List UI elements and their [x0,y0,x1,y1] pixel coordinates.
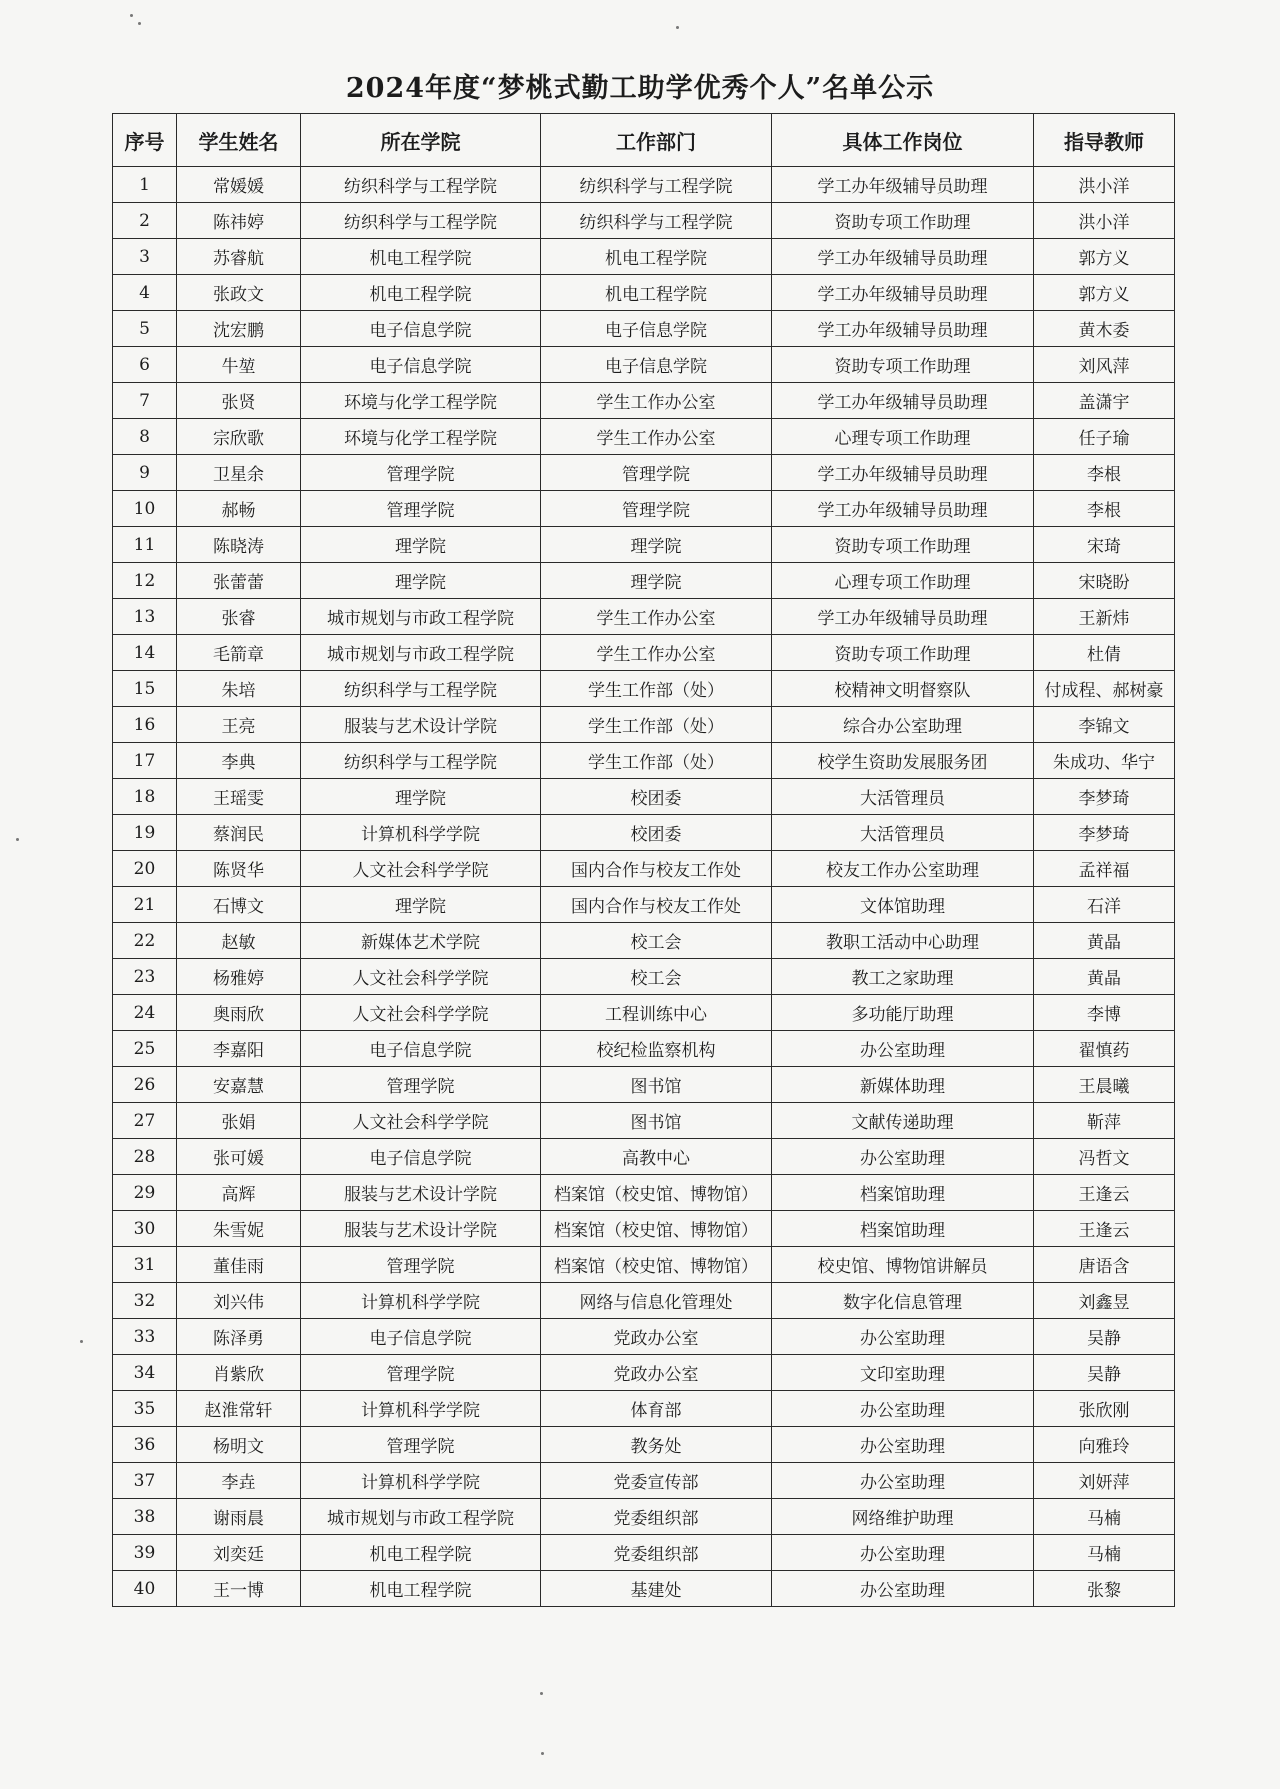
cell-department: 图书馆 [541,1067,772,1103]
cell-college: 人文社会科学学院 [301,959,541,995]
table-row [113,1319,1175,1355]
scan-speck [130,14,133,17]
cell-advisor: 马楠 [1034,1499,1175,1535]
table-row [113,167,1175,203]
col-college-header: 所在学院 [301,114,541,167]
cell-advisor: 宋琦 [1034,527,1175,563]
cell-student-name: 杨明文 [177,1427,301,1463]
cell-index: 24 [113,995,177,1031]
cell-position: 学工办年级辅导员助理 [772,491,1034,527]
cell-college: 机电工程学院 [301,1571,541,1607]
cell-department: 电子信息学院 [541,347,772,383]
cell-position: 新媒体助理 [772,1067,1034,1103]
table-row [113,1355,1175,1391]
cell-college: 计算机科学学院 [301,1463,541,1499]
cell-college: 计算机科学学院 [301,815,541,851]
cell-student-name: 张睿 [177,599,301,635]
cell-index: 3 [113,239,177,275]
cell-student-name: 沈宏鹏 [177,311,301,347]
cell-college: 管理学院 [301,455,541,491]
cell-student-name: 安嘉慧 [177,1067,301,1103]
cell-position: 学工办年级辅导员助理 [772,167,1034,203]
cell-position: 教职工活动中心助理 [772,923,1034,959]
cell-position: 办公室助理 [772,1139,1034,1175]
cell-student-name: 董佳雨 [177,1247,301,1283]
table-row [113,671,1175,707]
cell-college: 服装与艺术设计学院 [301,707,541,743]
cell-index: 19 [113,815,177,851]
cell-college: 理学院 [301,887,541,923]
cell-advisor: 孟祥福 [1034,851,1175,887]
cell-department: 电子信息学院 [541,311,772,347]
table-row [113,419,1175,455]
cell-department: 高教中心 [541,1139,772,1175]
cell-college: 机电工程学院 [301,239,541,275]
cell-advisor: 刘鑫昱 [1034,1283,1175,1319]
table-row [113,1391,1175,1427]
cell-position: 校史馆、博物馆讲解员 [772,1247,1034,1283]
cell-position: 学工办年级辅导员助理 [772,239,1034,275]
cell-college: 管理学院 [301,1067,541,1103]
cell-position: 大活管理员 [772,779,1034,815]
cell-index: 8 [113,419,177,455]
cell-advisor: 盖潇宇 [1034,383,1175,419]
cell-department: 党委组织部 [541,1535,772,1571]
col-position-header: 具体工作岗位 [772,114,1034,167]
cell-college: 管理学院 [301,1247,541,1283]
cell-position: 心理专项工作助理 [772,419,1034,455]
table-row [113,779,1175,815]
cell-college: 城市规划与市政工程学院 [301,1499,541,1535]
cell-advisor: 石洋 [1034,887,1175,923]
cell-position: 办公室助理 [772,1463,1034,1499]
cell-department: 校纪检监察机构 [541,1031,772,1067]
cell-department: 管理学院 [541,455,772,491]
cell-position: 办公室助理 [772,1031,1034,1067]
cell-department: 体育部 [541,1391,772,1427]
cell-department: 基建处 [541,1571,772,1607]
table-row [113,203,1175,239]
table-row [113,743,1175,779]
cell-position: 文印室助理 [772,1355,1034,1391]
cell-index: 23 [113,959,177,995]
cell-index: 12 [113,563,177,599]
cell-student-name: 张政文 [177,275,301,311]
cell-college: 人文社会科学学院 [301,1103,541,1139]
cell-student-name: 赵淮常轩 [177,1391,301,1427]
cell-position: 心理专项工作助理 [772,563,1034,599]
cell-student-name: 张蕾蕾 [177,563,301,599]
table-row [113,1535,1175,1571]
cell-advisor: 黄木委 [1034,311,1175,347]
cell-student-name: 李垚 [177,1463,301,1499]
cell-index: 20 [113,851,177,887]
cell-index: 7 [113,383,177,419]
table-row [113,815,1175,851]
cell-advisor: 郭方义 [1034,275,1175,311]
cell-college: 新媒体艺术学院 [301,923,541,959]
table-header-row [113,114,1175,167]
cell-department: 理学院 [541,527,772,563]
table-row [113,635,1175,671]
cell-position: 综合办公室助理 [772,707,1034,743]
cell-advisor: 洪小洋 [1034,167,1175,203]
cell-index: 36 [113,1427,177,1463]
cell-position: 办公室助理 [772,1319,1034,1355]
cell-advisor: 刘妍萍 [1034,1463,1175,1499]
cell-student-name: 牛堃 [177,347,301,383]
cell-department: 党委组织部 [541,1499,772,1535]
cell-position: 学工办年级辅导员助理 [772,311,1034,347]
cell-advisor: 王逢云 [1034,1211,1175,1247]
cell-college: 管理学院 [301,1355,541,1391]
scan-speck [676,26,679,29]
scan-speck [541,1752,544,1755]
cell-index: 6 [113,347,177,383]
page-title: 2024年度“梦桃式勤工助学优秀个人”名单公示 [345,73,935,104]
cell-college: 电子信息学院 [301,1031,541,1067]
cell-department: 纺织科学与工程学院 [541,167,772,203]
cell-index: 5 [113,311,177,347]
cell-position: 校精神文明督察队 [772,671,1034,707]
cell-college: 管理学院 [301,1427,541,1463]
cell-college: 电子信息学院 [301,1319,541,1355]
cell-advisor: 洪小洋 [1034,203,1175,239]
cell-college: 电子信息学院 [301,347,541,383]
table-row [113,959,1175,995]
cell-index: 17 [113,743,177,779]
cell-student-name: 郝畅 [177,491,301,527]
cell-college: 纺织科学与工程学院 [301,671,541,707]
cell-index: 28 [113,1139,177,1175]
cell-college: 机电工程学院 [301,1535,541,1571]
table-row [113,1499,1175,1535]
cell-department: 管理学院 [541,491,772,527]
table-row [113,851,1175,887]
cell-advisor: 付成程、郝树豪 [1034,671,1175,707]
cell-position: 校学生资助发展服务团 [772,743,1034,779]
cell-department: 图书馆 [541,1103,772,1139]
table-row [113,1463,1175,1499]
cell-student-name: 卫星余 [177,455,301,491]
cell-advisor: 杜倩 [1034,635,1175,671]
cell-advisor: 李根 [1034,491,1175,527]
col-index-header: 序号 [113,114,177,167]
cell-index: 1 [113,167,177,203]
cell-student-name: 李嘉阳 [177,1031,301,1067]
cell-department: 档案馆（校史馆、博物馆） [541,1247,772,1283]
cell-position: 资助专项工作助理 [772,203,1034,239]
cell-college: 管理学院 [301,491,541,527]
cell-position: 资助专项工作助理 [772,527,1034,563]
cell-position: 档案馆助理 [772,1211,1034,1247]
cell-student-name: 奥雨欣 [177,995,301,1031]
table-row [113,1211,1175,1247]
cell-index: 37 [113,1463,177,1499]
cell-advisor: 刘风萍 [1034,347,1175,383]
scan-speck [138,22,141,25]
cell-college: 纺织科学与工程学院 [301,167,541,203]
cell-department: 党委宣传部 [541,1463,772,1499]
cell-index: 26 [113,1067,177,1103]
cell-index: 18 [113,779,177,815]
table-row [113,239,1175,275]
cell-advisor: 王晨曦 [1034,1067,1175,1103]
cell-student-name: 张可媛 [177,1139,301,1175]
cell-advisor: 冯哲文 [1034,1139,1175,1175]
cell-advisor: 靳萍 [1034,1103,1175,1139]
cell-student-name: 朱雪妮 [177,1211,301,1247]
cell-index: 16 [113,707,177,743]
cell-advisor: 张欣刚 [1034,1391,1175,1427]
table-row [113,1283,1175,1319]
cell-college: 环境与化学工程学院 [301,383,541,419]
cell-department: 工程训练中心 [541,995,772,1031]
cell-index: 25 [113,1031,177,1067]
table-row [113,275,1175,311]
cell-student-name: 李典 [177,743,301,779]
cell-college: 理学院 [301,563,541,599]
cell-student-name: 石博文 [177,887,301,923]
cell-department: 学生工作办公室 [541,383,772,419]
cell-college: 纺织科学与工程学院 [301,743,541,779]
cell-index: 14 [113,635,177,671]
table-row [113,383,1175,419]
cell-department: 理学院 [541,563,772,599]
cell-department: 机电工程学院 [541,239,772,275]
table-row [113,707,1175,743]
cell-student-name: 陈泽勇 [177,1319,301,1355]
table-row [113,1067,1175,1103]
table-row [113,455,1175,491]
cell-advisor: 朱成功、华宁 [1034,743,1175,779]
table-row [113,995,1175,1031]
cell-index: 4 [113,275,177,311]
cell-department: 校团委 [541,815,772,851]
cell-position: 多功能厅助理 [772,995,1034,1031]
table-row [113,599,1175,635]
cell-college: 服装与艺术设计学院 [301,1211,541,1247]
cell-department: 国内合作与校友工作处 [541,851,772,887]
cell-advisor: 李根 [1034,455,1175,491]
table-row [113,1571,1175,1607]
col-advisor-header: 指导教师 [1034,114,1175,167]
cell-index: 21 [113,887,177,923]
scan-speck [16,838,19,841]
cell-index: 33 [113,1319,177,1355]
table-row [113,1175,1175,1211]
cell-college: 电子信息学院 [301,1139,541,1175]
col-department-header: 工作部门 [541,114,772,167]
cell-index: 11 [113,527,177,563]
cell-position: 教工之家助理 [772,959,1034,995]
table-row [113,887,1175,923]
cell-position: 学工办年级辅导员助理 [772,383,1034,419]
table-body [113,167,1175,1607]
cell-position: 资助专项工作助理 [772,635,1034,671]
table-row [113,1139,1175,1175]
cell-advisor: 郭方义 [1034,239,1175,275]
cell-advisor: 任子瑜 [1034,419,1175,455]
cell-advisor: 李梦琦 [1034,815,1175,851]
cell-student-name: 刘奕廷 [177,1535,301,1571]
cell-college: 人文社会科学学院 [301,851,541,887]
table-row [113,1031,1175,1067]
cell-department: 档案馆（校史馆、博物馆） [541,1211,772,1247]
cell-student-name: 陈祎婷 [177,203,301,239]
cell-advisor: 张黎 [1034,1571,1175,1607]
cell-department: 网络与信息化管理处 [541,1283,772,1319]
cell-index: 32 [113,1283,177,1319]
cell-position: 学工办年级辅导员助理 [772,599,1034,635]
cell-student-name: 常媛媛 [177,167,301,203]
cell-student-name: 朱培 [177,671,301,707]
cell-student-name: 毛箭章 [177,635,301,671]
cell-position: 数字化信息管理 [772,1283,1034,1319]
cell-student-name: 刘兴伟 [177,1283,301,1319]
cell-advisor: 吴静 [1034,1319,1175,1355]
cell-advisor: 李博 [1034,995,1175,1031]
cell-position: 档案馆助理 [772,1175,1034,1211]
cell-advisor: 马楠 [1034,1535,1175,1571]
cell-position: 网络维护助理 [772,1499,1034,1535]
cell-position: 学工办年级辅导员助理 [772,275,1034,311]
cell-department: 校工会 [541,923,772,959]
cell-position: 大活管理员 [772,815,1034,851]
table-row [113,311,1175,347]
cell-position: 文体馆助理 [772,887,1034,923]
scan-speck [80,1340,83,1343]
cell-department: 学生工作部（处） [541,743,772,779]
table-row [113,923,1175,959]
cell-department: 机电工程学院 [541,275,772,311]
cell-index: 35 [113,1391,177,1427]
cell-college: 城市规划与市政工程学院 [301,599,541,635]
cell-student-name: 苏睿航 [177,239,301,275]
cell-college: 城市规划与市政工程学院 [301,635,541,671]
cell-college: 人文社会科学学院 [301,995,541,1031]
table-row [113,1247,1175,1283]
table-row [113,347,1175,383]
cell-student-name: 陈贤华 [177,851,301,887]
cell-position: 办公室助理 [772,1571,1034,1607]
cell-position: 办公室助理 [772,1427,1034,1463]
cell-index: 40 [113,1571,177,1607]
cell-department: 学生工作部（处） [541,671,772,707]
cell-college: 机电工程学院 [301,275,541,311]
cell-college: 计算机科学学院 [301,1391,541,1427]
cell-index: 9 [113,455,177,491]
cell-position: 校友工作办公室助理 [772,851,1034,887]
cell-index: 38 [113,1499,177,1535]
cell-student-name: 高辉 [177,1175,301,1211]
cell-advisor: 李锦文 [1034,707,1175,743]
cell-index: 10 [113,491,177,527]
cell-index: 13 [113,599,177,635]
cell-college: 纺织科学与工程学院 [301,203,541,239]
cell-advisor: 黄晶 [1034,959,1175,995]
cell-college: 服装与艺术设计学院 [301,1175,541,1211]
cell-college: 电子信息学院 [301,311,541,347]
cell-student-name: 王瑶雯 [177,779,301,815]
cell-student-name: 宗欣歌 [177,419,301,455]
cell-department: 校团委 [541,779,772,815]
cell-department: 学生工作办公室 [541,635,772,671]
cell-student-name: 张贤 [177,383,301,419]
cell-advisor: 黄晶 [1034,923,1175,959]
cell-student-name: 赵敏 [177,923,301,959]
cell-index: 31 [113,1247,177,1283]
cell-advisor: 王逢云 [1034,1175,1175,1211]
cell-student-name: 蔡润民 [177,815,301,851]
scan-speck [540,1692,543,1695]
cell-student-name: 肖紫欣 [177,1355,301,1391]
cell-department: 教务处 [541,1427,772,1463]
cell-student-name: 陈晓涛 [177,527,301,563]
cell-department: 国内合作与校友工作处 [541,887,772,923]
cell-position: 学工办年级辅导员助理 [772,455,1034,491]
table-row [113,527,1175,563]
cell-student-name: 杨雅婷 [177,959,301,995]
table-row [113,491,1175,527]
cell-index: 39 [113,1535,177,1571]
cell-advisor: 吴静 [1034,1355,1175,1391]
table-row [113,1103,1175,1139]
table-row [113,563,1175,599]
cell-index: 22 [113,923,177,959]
cell-advisor: 王新炜 [1034,599,1175,635]
cell-department: 校工会 [541,959,772,995]
cell-student-name: 王一博 [177,1571,301,1607]
table-row [113,1427,1175,1463]
cell-position: 资助专项工作助理 [772,347,1034,383]
cell-department: 党政办公室 [541,1355,772,1391]
cell-position: 办公室助理 [772,1535,1034,1571]
cell-index: 27 [113,1103,177,1139]
cell-index: 29 [113,1175,177,1211]
cell-department: 学生工作办公室 [541,599,772,635]
cell-index: 34 [113,1355,177,1391]
cell-advisor: 向雅玲 [1034,1427,1175,1463]
cell-student-name: 张娟 [177,1103,301,1139]
cell-index: 2 [113,203,177,239]
cell-advisor: 唐语含 [1034,1247,1175,1283]
cell-advisor: 翟慎药 [1034,1031,1175,1067]
cell-college: 理学院 [301,779,541,815]
cell-department: 纺织科学与工程学院 [541,203,772,239]
cell-student-name: 谢雨晨 [177,1499,301,1535]
cell-department: 学生工作办公室 [541,419,772,455]
cell-index: 15 [113,671,177,707]
cell-advisor: 李梦琦 [1034,779,1175,815]
cell-college: 计算机科学学院 [301,1283,541,1319]
roster-table [112,113,1175,1607]
cell-college: 环境与化学工程学院 [301,419,541,455]
cell-position: 办公室助理 [772,1391,1034,1427]
cell-advisor: 宋晓盼 [1034,563,1175,599]
cell-department: 档案馆（校史馆、博物馆） [541,1175,772,1211]
cell-index: 30 [113,1211,177,1247]
cell-department: 党政办公室 [541,1319,772,1355]
cell-college: 理学院 [301,527,541,563]
cell-position: 文献传递助理 [772,1103,1034,1139]
cell-department: 学生工作部（处） [541,707,772,743]
cell-student-name: 王亮 [177,707,301,743]
col-student-name-header: 学生姓名 [177,114,301,167]
